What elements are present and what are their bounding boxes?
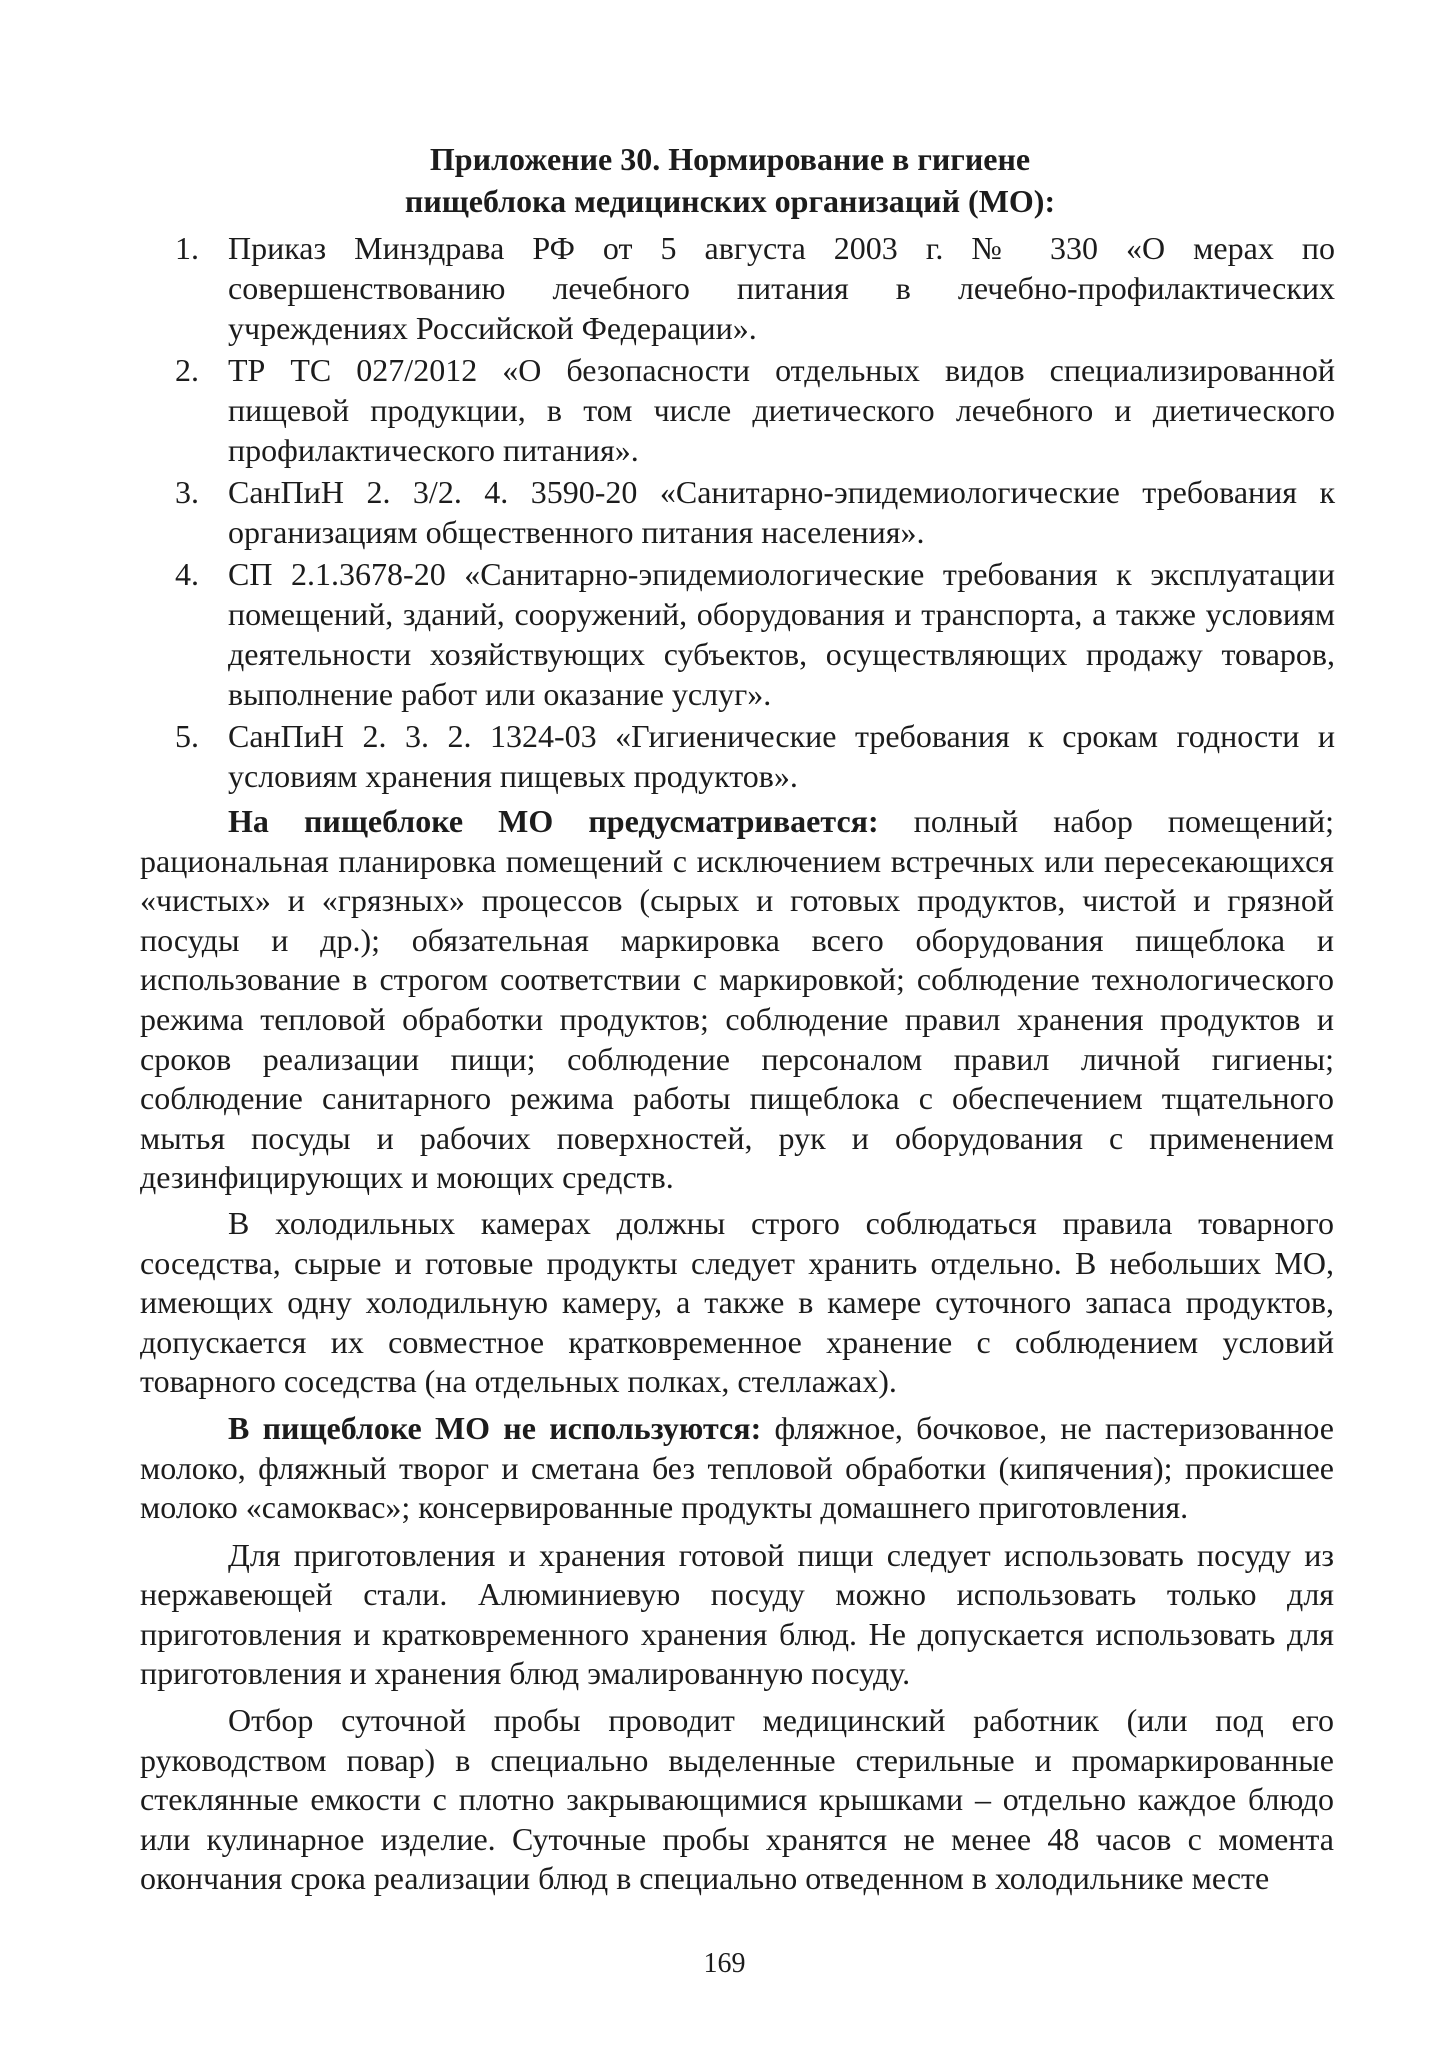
- paragraph-not-used: [140, 1409, 1334, 1528]
- list-item-text: СанПиН 2. 3. 2. 1324-03 «Гигиенические требования к срокам годности и условиям хранения пищевых продуктов».: [228, 718, 1335, 794]
- paragraph-cookware: [140, 1536, 1334, 1694]
- title-line-1: Приложение 30. Нормирование в гигиене: [429, 141, 1031, 177]
- paragraph-text: Для приготовления и хранения готовой пищи следует использовать посуду из нержавеющей стали. Алюминиевую посуду можно использовать только для приготовления и кратковременного хранения блюд. Не допускается использовать для приготовления и хранения блюд эмалированную посуду.: [140, 1536, 1334, 1692]
- paragraph-text: Отбор суточной пробы проводит медицинский работник (или под его руководством повар) в специально выделенные стерильные и промаркированные стеклянные емкости с плотно закрывающимися крышками – отдельно каждое блюдо или кулинарное изделие. Суточные пробы хранятся не менее 48 часов с момента окончания срока реализации блюд в специально отведенном в холодильнике месте: [140, 1702, 1334, 1897]
- list-item: [0, 716, 1335, 796]
- paragraph-text: фляжное, бочковое, не пастеризованное молоко, фляжный творог и сметана без тепловой обработки (кипячения); прокисшее молоко «самоквас»; консервированные продукты домашнего приготовления.: [140, 1409, 1334, 1526]
- page-number: 169: [703, 1948, 746, 1979]
- list-item-text: Приказ Минздрава РФ от 5 августа 2003 г. № 330 «О мерах по совершенствованию лечебного питания в лечебно-профилактических учреждениях Российской Федерации».: [228, 230, 1335, 346]
- list-item: [0, 228, 1335, 348]
- list-item-number: 4.: [175, 556, 199, 592]
- paragraph-daily-sample: [140, 1701, 1334, 1899]
- list-item: [0, 472, 1335, 552]
- list-item-number: 5.: [175, 718, 199, 754]
- regulations-list: [0, 228, 1449, 796]
- title-line-2: пищеблока медицинских организаций (МО):: [404, 183, 1056, 219]
- paragraph-text: полный набор помещений; рациональная планировка помещений с исключением встречных или пересекающихся «чистых» и «грязных» процессов (сырых и готовых продуктов, чистой и грязной посуды и др.); обязательная маркировка всего оборудования пищеблока и использование в строгом соответствии с маркировкой; соблюдение технологического режима тепловой обработки продуктов; соблюдение правил хранения продуктов и сроков реализации пищи; соблюдение персоналом правил личной гигиены; соблюдение санитарного режима работы пищеблока с обеспечением тщательного мытья посуды и рабочих поверхностей, рук и оборудования с применением дезинфицирующих и моющих средств.: [140, 803, 1335, 1196]
- list-item-text: СП 2.1.3678-20 «Санитарно-эпидемиологические требования к эксплуатации помещений, зданий, сооружений, оборудования и транспорта, а также условиям деятельности хозяйствующих субъектов, осуществляющих продажу товаров, выполнение работ или оказание услуг».: [228, 556, 1335, 712]
- paragraph-text: В холодильных камерах должны строго соблюдаться правила товарного соседства, сырые и готовые продукты следует хранить отдельно. В небольших МО, имеющих одну холодильную камеру, а также в камере суточного запаса продуктов, допускается их совместное кратковременное хранение с соблюдением условий товарного соседства (на отдельных полках, стеллажах).: [140, 1204, 1334, 1400]
- list-item-number: 2.: [175, 352, 199, 388]
- list-item: [0, 554, 1335, 714]
- list-item-number: 3.: [175, 474, 199, 510]
- list-item-number: 1.: [175, 230, 199, 266]
- body-text: [140, 802, 1334, 1899]
- paragraph-cold-storage: [140, 1204, 1334, 1402]
- paragraph-lead-bold: На пищеблоке МО предусматривается:: [228, 803, 879, 839]
- paragraph-food-unit-requirements: [140, 802, 1334, 1198]
- list-item-text: ТР ТС 027/2012 «О безопасности отдельных видов специализированной пищевой продукции, в том числе диетического лечебного и диетического профилактического питания».: [228, 352, 1335, 468]
- list-item: [0, 350, 1335, 470]
- list-item-text: СанПиН 2. 3/2. 4. 3590-20 «Санитарно-эпидемиологические требования к организациям общественного питания населения».: [228, 474, 1335, 550]
- page-title: [140, 138, 1320, 222]
- paragraph-lead-bold: В пищеблоке МО не используются:: [228, 1409, 762, 1446]
